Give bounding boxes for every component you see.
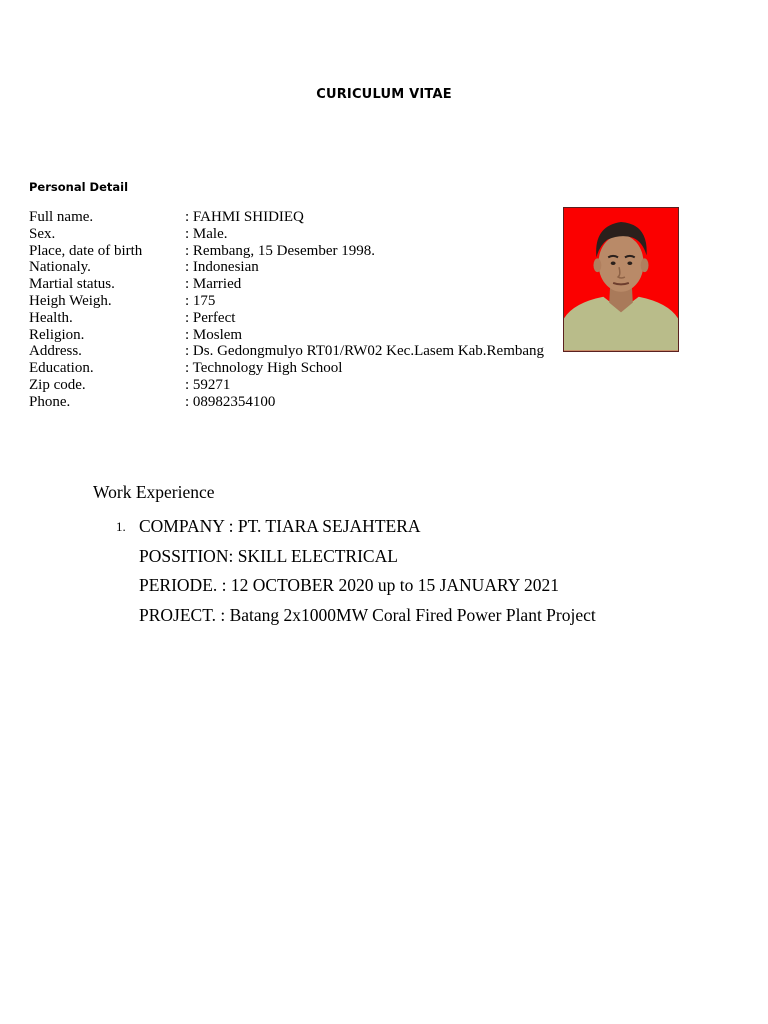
detail-label: Martial status. <box>29 276 115 293</box>
list-number: 1. <box>116 519 126 534</box>
detail-row-marital-status <box>29 276 544 293</box>
work-experience-list <box>116 515 596 634</box>
detail-label: Religion. <box>29 326 85 343</box>
detail-label: Sex. <box>29 225 56 242</box>
work-period-text: PERIODE. : 12 OCTOBER 2020 up to 15 JANUARY 2021 <box>139 575 560 596</box>
detail-row-sex <box>29 226 544 243</box>
detail-value: : 59271 <box>185 377 230 394</box>
work-company <box>116 515 596 545</box>
detail-value: : Moslem <box>185 327 242 344</box>
detail-label: Full name. <box>29 209 94 225</box>
detail-row-education <box>29 360 544 377</box>
detail-label: Heigh Weigh. <box>29 292 112 309</box>
detail-label: Phone. <box>29 393 71 410</box>
detail-row-address <box>29 343 544 360</box>
detail-value: : FAHMI SHIDIEQ <box>185 209 304 226</box>
detail-label: Zip code. <box>29 376 86 393</box>
detail-row-birth <box>29 243 544 260</box>
left-ear <box>593 258 601 272</box>
left-eye <box>611 262 616 266</box>
detail-value: : Perfect <box>185 310 235 327</box>
detail-label: Address. <box>29 343 82 360</box>
detail-row-height-weight <box>29 293 544 310</box>
detail-label: Nationaly. <box>29 259 91 276</box>
portrait-image <box>564 208 678 351</box>
work-project <box>116 604 596 634</box>
detail-row-phone <box>29 394 544 411</box>
detail-value: : Ds. Gedongmulyo RT01/RW02 Kec.Lasem Kab.Rembang <box>185 343 544 360</box>
face <box>598 235 643 292</box>
detail-value: : Male. <box>185 226 228 243</box>
detail-value: : Technology High School <box>185 360 342 377</box>
detail-value: : Rembang, 15 Desember 1998. <box>185 243 375 260</box>
work-experience-heading: Work Experience <box>93 482 215 502</box>
detail-row-full-name <box>29 209 544 226</box>
detail-row-zip-code <box>29 377 544 394</box>
work-project-text: PROJECT. : Batang 2x1000MW Coral Fired Power Plant Project <box>139 605 596 626</box>
detail-value: : Indonesian <box>185 259 259 276</box>
personal-detail-list <box>29 209 544 411</box>
detail-row-religion <box>29 327 544 344</box>
right-ear <box>641 258 649 272</box>
detail-label: Education. <box>29 360 94 377</box>
personal-detail-heading: Personal Detail <box>29 180 129 194</box>
detail-label: Health. <box>29 309 73 326</box>
right-eye <box>627 262 632 266</box>
detail-label: Place, date of birth <box>29 242 143 259</box>
profile-photo <box>563 207 679 352</box>
detail-row-health <box>29 310 544 327</box>
detail-value: : Married <box>185 276 241 293</box>
detail-value: : 08982354100 <box>185 394 275 411</box>
work-position <box>116 545 596 575</box>
work-period <box>116 574 596 604</box>
page-title: CURICULUM VITAE <box>316 87 452 102</box>
work-company-text: COMPANY : PT. TIARA SEJAHTERA <box>139 516 421 536</box>
work-position-text: POSSITION: SKILL ELECTRICAL <box>139 545 398 566</box>
detail-row-nationality <box>29 259 544 276</box>
detail-value: : 175 <box>185 293 215 310</box>
